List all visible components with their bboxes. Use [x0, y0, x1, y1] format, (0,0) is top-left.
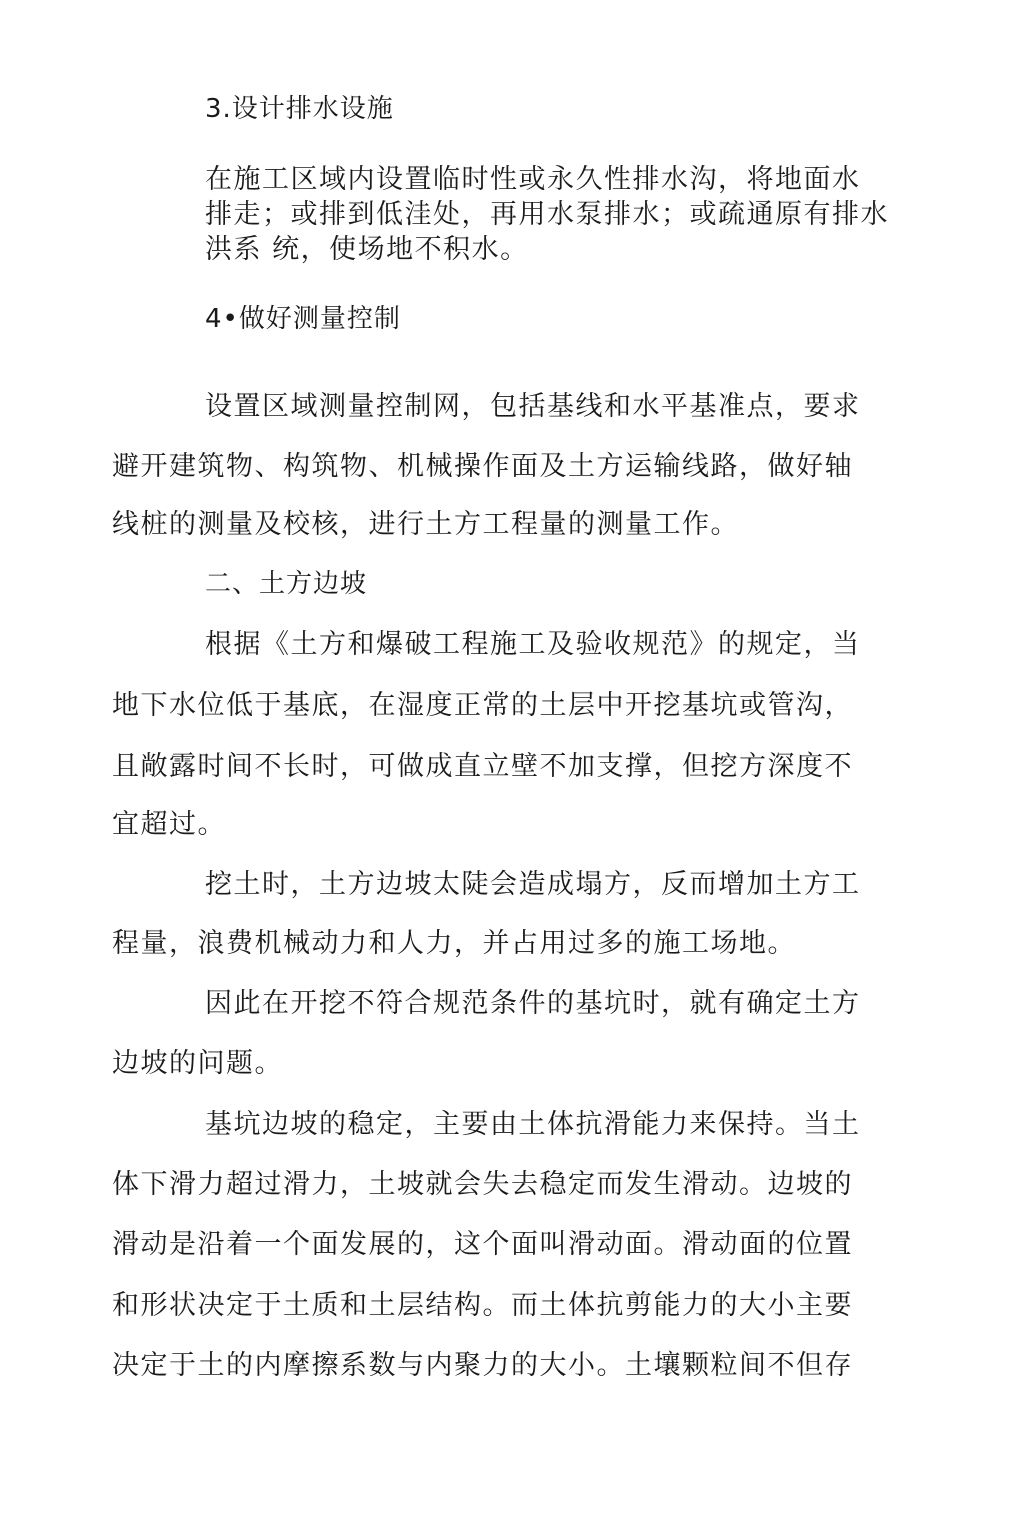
paragraph-line: 宜超过。 [112, 809, 226, 840]
section-heading-survey: 4•做好测量控制 [205, 304, 401, 334]
paragraph-line: 且敞露时间不长时，可做成直立壁不加支撑，但挖方深度不 [112, 751, 853, 782]
paragraph-line: 地下水位低于基底，在湿度正常的土层中开挖基坑或管沟， [112, 690, 853, 721]
paragraph-line: 洪系 统，使场地不积水。 [205, 234, 529, 265]
paragraph-line: 线桩的测量及校核，进行土方工程量的测量工作。 [112, 509, 739, 540]
paragraph-line: 体下滑力超过滑力，土坡就会失去稳定而发生滑动。边坡的 [112, 1169, 853, 1200]
paragraph-line: 滑动是沿着一个面发展的，这个面叫滑动面。滑动面的位置 [112, 1229, 853, 1260]
paragraph-line: 基坑边坡的稳定，主要由土体抗滑能力来保持。当土 [205, 1109, 861, 1140]
paragraph-line: 排走；或排到低洼处，再用水泵排水；或疏通原有排水 [205, 199, 889, 230]
paragraph-line: 设置区域测量控制网，包括基线和水平基准点，要求 [205, 391, 861, 422]
paragraph-line: 程量，浪费机械动力和人力，并占用过多的施工场地。 [112, 928, 796, 959]
paragraph-line: 边坡的问题。 [112, 1048, 283, 1079]
paragraph-line: 和形状决定于土质和土层结构。而土体抗剪能力的大小主要 [112, 1290, 853, 1321]
paragraph-line: 在施工区域内设置临时性或永久性排水沟，将地面水 [205, 164, 861, 195]
section-heading-drainage: 3.设计排水设施 [205, 94, 394, 124]
paragraph-line: 因此在开挖不符合规范条件的基坑时，就有确定土方 [205, 988, 861, 1019]
paragraph-line: 根据《土方和爆破工程施工及验收规范》的规定，当 [205, 629, 861, 660]
section-heading-slope: 二、土方边坡 [205, 569, 368, 599]
paragraph-line: 决定于土的内摩擦系数与内聚力的大小。土壤颗粒间不但存 [112, 1350, 853, 1381]
paragraph-line: 挖土时，土方边坡太陡会造成塌方，反而增加土方工 [205, 869, 861, 900]
paragraph-line: 避开建筑物、构筑物、机械操作面及土方运输线路，做好轴 [112, 451, 853, 482]
